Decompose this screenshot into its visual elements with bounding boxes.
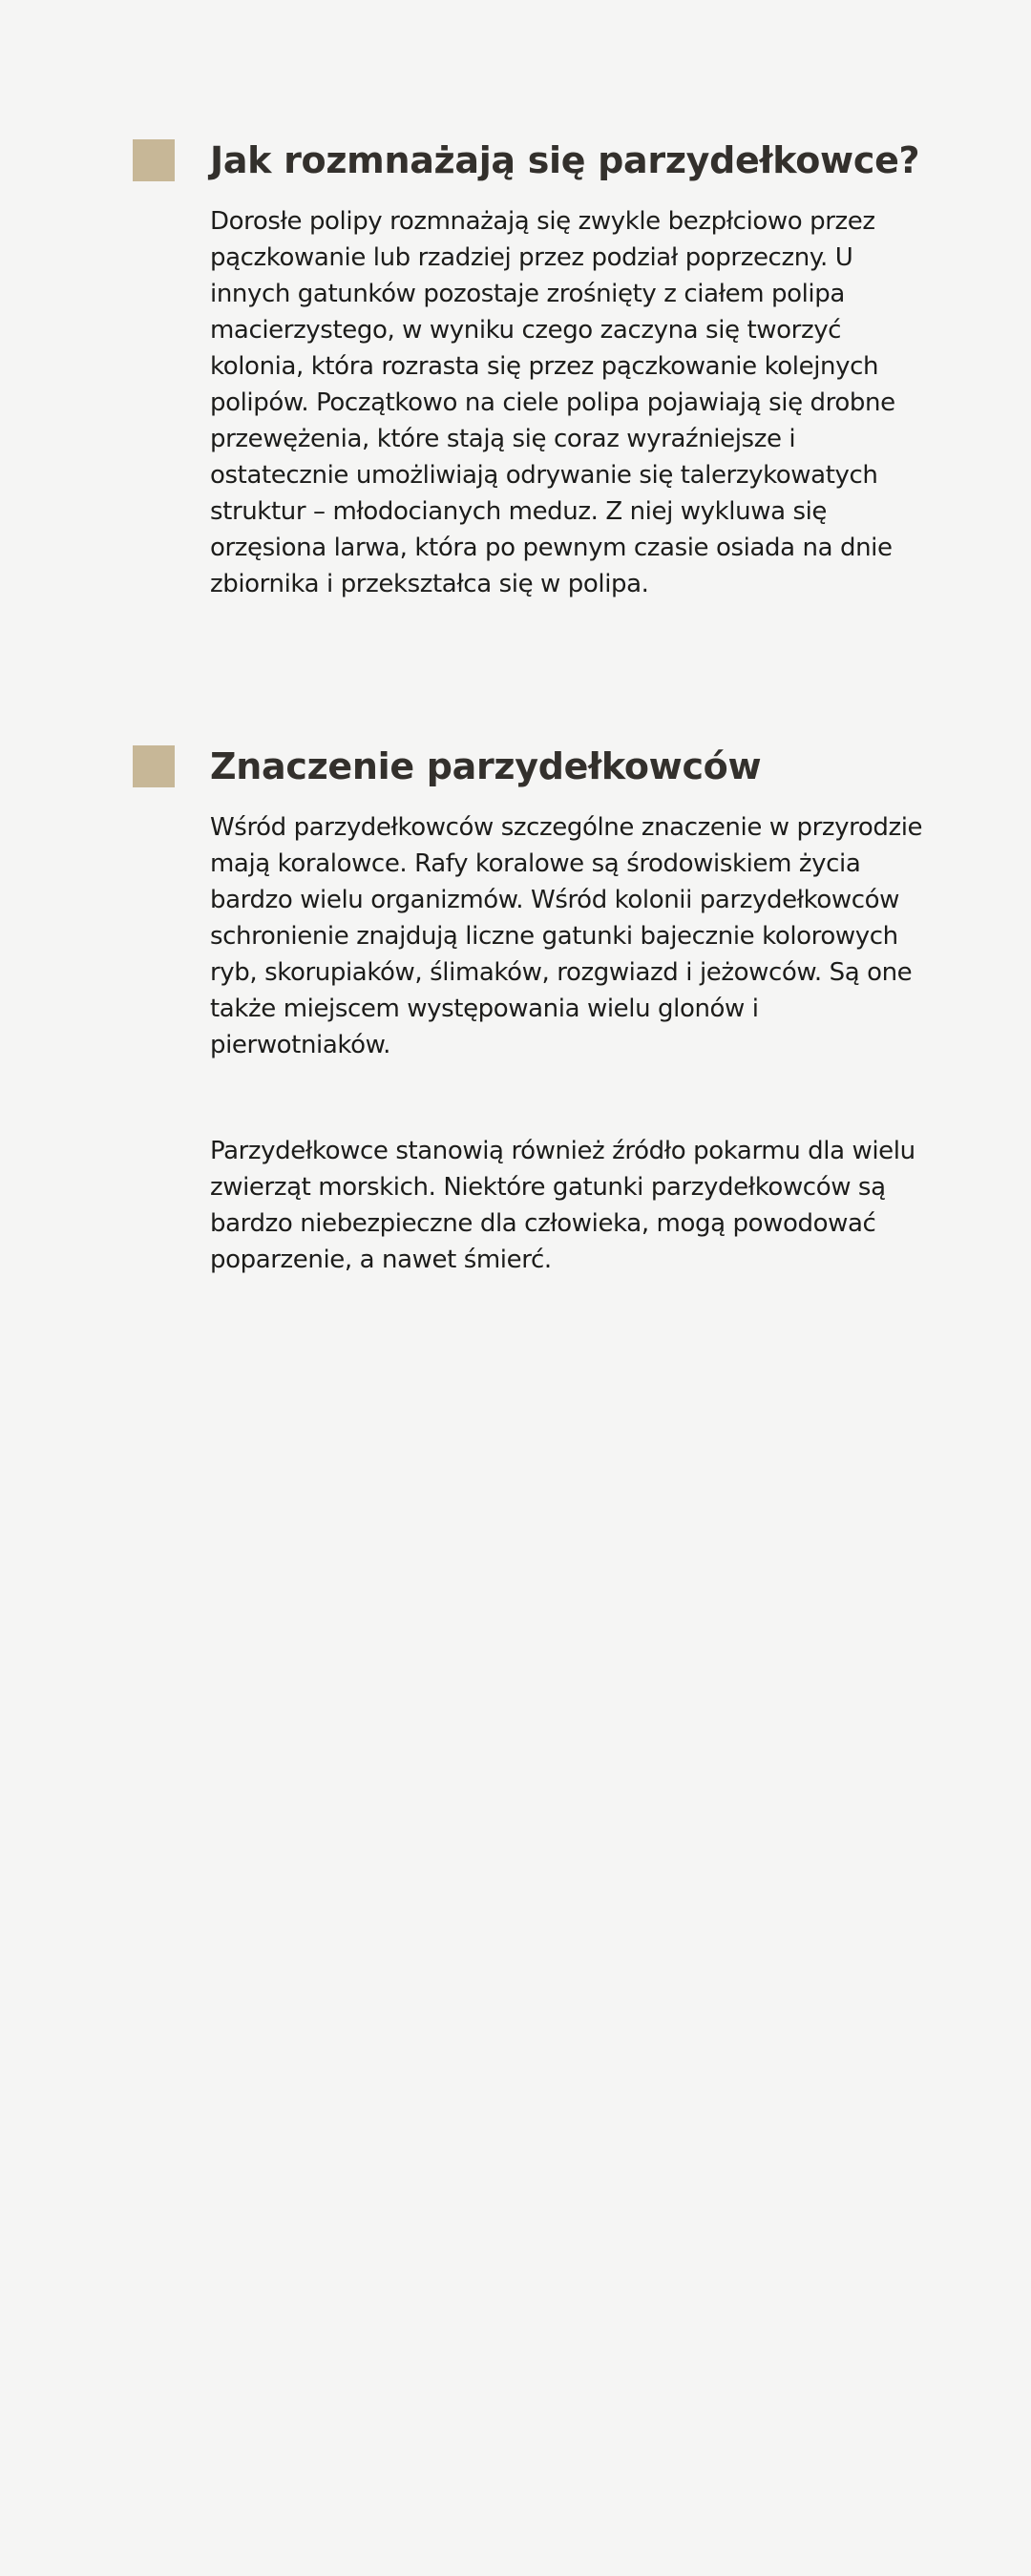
section-title: Znaczenie parzydełkowców (210, 745, 762, 787)
section-paragraph: Parzydełkowce stanowią również źródło pokarmu dla wielu zwierząt morskich. Niektóre gatunki parzydełkowców są bardzo niebezpieczne dla człowieka, mogą powodować poparzenie, a nawet śmierć. (210, 1137, 915, 1274)
section-paragraph: Wśród parzydełkowców szczególne znaczenie w przyrodzie mają koralowce. Rafy koralowe są środowiskiem życia bardzo wielu organizmów. Wśród kolonii parzydełkowców schronienie znajdują liczne gatunki bajecznie kolorowych ryb, skorupiaków, ślimaków, rozgwiazd i jeżowców. Są one także miejscem występowania wielu glonów i pierwotniaków. (210, 813, 923, 1059)
section-title: Jak rozmnażają się parzydełkowce? (210, 139, 920, 181)
section-marker (133, 139, 175, 181)
section-paragraph: Dorosłe polipy rozmnażają się zwykle bezpłciowo przez pączkowanie lub rzadziej przez podział poprzeczny. U innych gatunków pozostaje zrośnięty z ciałem polipa macierzystego, w wyniku czego zaczyna się tworzyć kolonia, która rozrasta się przez pączkowanie kolejnych polipów. Początkowo na ciele polipa pojawiają się drobne przewężenia, które stają się coraz wyraźniejsze i ostatecznie umożliwiają odrywanie się talerzykowatych struktur – młodocianych meduz. Z niej wykluwa się orzęsiona larwa, która po pewnym czasie osiada na dnie zbiornika i przekształca się w polipa. (210, 207, 895, 598)
section-marker (133, 745, 175, 787)
